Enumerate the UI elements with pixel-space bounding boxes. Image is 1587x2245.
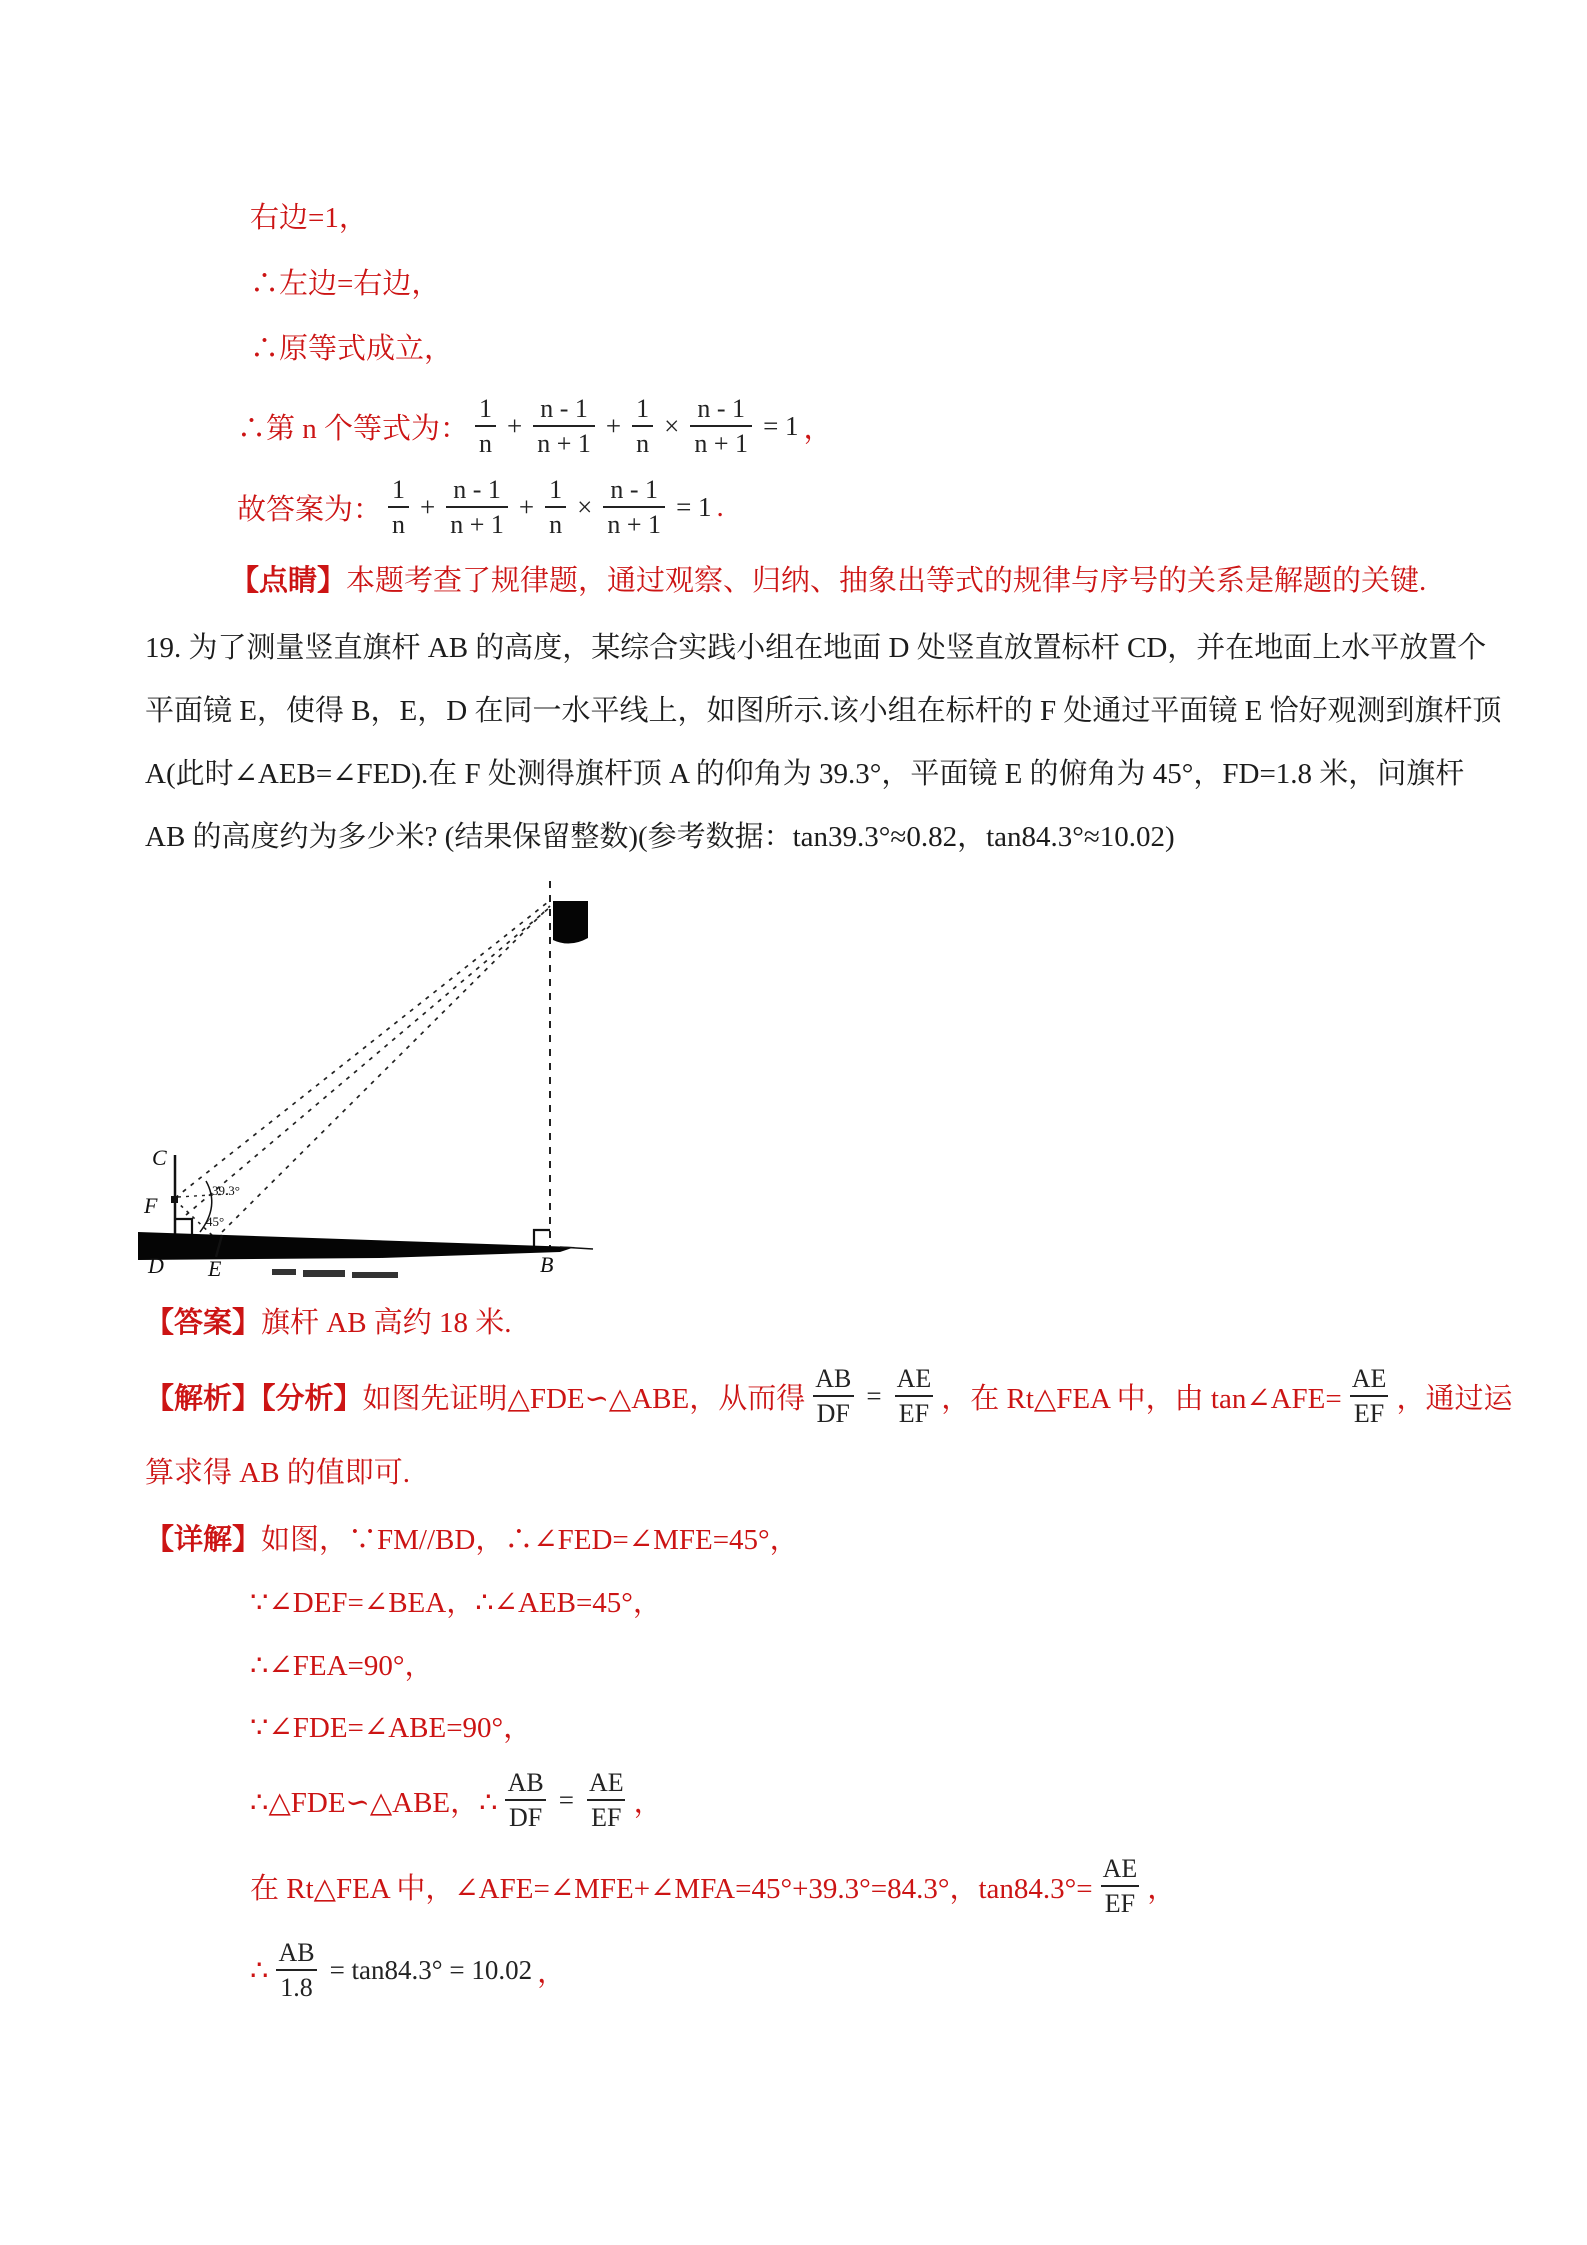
key-point-text: 本题考查了规律题，通过观察、归纳、抽象出等式的规律与序号的关系是解题的关键. — [346, 565, 1427, 597]
fraction-AE-over-EF — [893, 1365, 936, 1428]
proof-line-left-equals-right: ∴左边=右边， — [250, 268, 441, 300]
fraction-AB-over-DF — [504, 1769, 548, 1832]
fraction-denominator: DF — [505, 1799, 546, 1831]
plus-operator: + — [605, 410, 622, 441]
detail-line-6-angle-sum — [250, 1850, 1176, 1922]
fraction-1-over-n — [388, 476, 409, 539]
sightline-F-to-A-second — [186, 908, 549, 1215]
fraction-numerator: n - 1 — [540, 393, 588, 423]
fraction-1-over-n — [475, 395, 496, 458]
fraction-numerator: AE — [1102, 1853, 1138, 1883]
equals-operator: = — [866, 1380, 882, 1411]
fraction-denominator: n + 1 — [533, 425, 595, 457]
detail-line-5-similarity — [250, 1764, 663, 1836]
label-point-B: B — [540, 1252, 554, 1277]
fraction-1-over-n — [545, 476, 566, 539]
fraction-AB-over-1-8 — [274, 1939, 318, 2002]
key-point-label: 【点睛】 — [230, 565, 347, 597]
problem-19-line-2: 平面镜 E，使得 B，E，D 在同一水平线上，如图所示.该小组在标杆的 F 处通过平面镜 E 恰好观测到旗杆顶 — [145, 695, 1502, 727]
label-point-C: C — [152, 1145, 167, 1170]
fraction-n-minus-1-over-n-plus-1 — [690, 395, 752, 458]
answer-equation-label: 故答案为： — [237, 493, 383, 526]
proof-line-right-side: 右边=1， — [250, 202, 368, 234]
proof-line-identity-holds: ∴原等式成立， — [250, 333, 454, 365]
times-operator: × — [577, 491, 593, 522]
label-point-E: E — [208, 1256, 222, 1281]
detail-line-3: ∴∠FEA=90°， — [250, 1650, 434, 1682]
trailing-comma: ， — [537, 1956, 567, 1989]
analysis-mid: ，在 Rt△FEA 中，由 tan∠AFE= — [941, 1382, 1342, 1415]
fraction-numerator: 1 — [636, 393, 650, 423]
problem-19-line-3: A(此时∠AEB=∠FED).在 F 处测得旗杆顶 A 的仰角为 39.3°，平面镜 E 的俯角为 45°，FD=1.8 米，问旗杆 — [145, 758, 1465, 790]
key-point-remark — [230, 563, 1426, 599]
equals-one: = 1 — [763, 410, 799, 441]
fraction-denominator: n + 1 — [603, 506, 665, 538]
answer-label: 【答案】 — [145, 1307, 262, 1339]
fraction-n-minus-1-over-n-plus-1 — [533, 395, 595, 458]
fraction-n-minus-1-over-n-plus-1 — [603, 476, 665, 539]
answer-line — [145, 1305, 512, 1341]
fraction-numerator: 1 — [392, 474, 406, 504]
detail-label: 【详解】 — [145, 1524, 262, 1556]
detail-line-4: ∵∠FDE=∠ABE=90°， — [250, 1712, 533, 1744]
answer-text: 旗杆 AB 高约 18 米. — [261, 1307, 512, 1339]
fraction-numerator: 1 — [479, 393, 493, 423]
fraction-numerator: AB — [278, 1937, 315, 1967]
angle-label-39-3: 39.3° — [212, 1183, 240, 1198]
fraction-numerator: 1 — [549, 474, 563, 504]
fraction-numerator: AB — [815, 1363, 852, 1393]
trailing-comma: ， — [803, 412, 833, 445]
trailing-period: . — [716, 490, 724, 523]
plus-operator: + — [518, 491, 535, 522]
detail-line-1 — [145, 1522, 799, 1558]
analysis-suffix: ，通过运 — [1396, 1382, 1513, 1415]
fraction-denominator: EF — [587, 1799, 625, 1831]
fraction-numerator: n - 1 — [697, 393, 746, 423]
fraction-numerator: AB — [507, 1767, 544, 1797]
fraction-numerator: n - 1 — [453, 474, 501, 504]
angle-sum-statement: 在 Rt△FEA 中，∠AFE=∠MFE+∠MFA=45°+39.3°=84.3°，tan84.3°= — [250, 1872, 1093, 1905]
analysis-label: 【解析】【分析】 — [145, 1382, 363, 1415]
detail-line-1-text: 如图，∵FM//BD，∴∠FED=∠MFE=45°， — [261, 1524, 799, 1556]
analysis-line-2: 算求得 AB 的值即可. — [145, 1457, 411, 1489]
detail-line-7-computation — [250, 1934, 566, 2006]
detail-line-2: ∵∠DEF=∠BEA，∴∠AEB=45°， — [250, 1587, 662, 1619]
fraction-1-over-n — [632, 395, 653, 458]
plus-operator: + — [420, 491, 436, 522]
fraction-denominator: n — [475, 425, 496, 457]
fraction-n-minus-1-over-n-plus-1 — [446, 476, 508, 539]
scan-smudge — [303, 1270, 345, 1277]
fraction-denominator: 1.8 — [276, 1969, 317, 2001]
equals-one: = 1 — [676, 491, 712, 522]
fraction-denominator: EF — [1350, 1395, 1388, 1427]
problem-19-line-4: AB 的高度约为多少米? (结果保留整数)(参考数据：tan39.3°≈0.82，tan84.3°≈10.02) — [145, 821, 1175, 853]
nth-equation-line — [237, 390, 833, 462]
trailing-comma: ， — [1147, 1872, 1177, 1905]
right-angle-mark-at-D — [175, 1219, 192, 1235]
fraction-denominator: EF — [895, 1395, 933, 1427]
fraction-numerator: AE — [896, 1363, 932, 1393]
sightline-F-to-A — [175, 902, 548, 1198]
trailing-comma: ， — [633, 1786, 663, 1819]
right-angle-mark-at-B — [534, 1230, 550, 1246]
fraction-AB-over-DF — [811, 1365, 855, 1428]
tan-result-expression: = tan84.3° = 10.02 — [329, 1954, 533, 1985]
fraction-denominator: n + 1 — [690, 425, 752, 457]
fraction-numerator: AE — [1351, 1363, 1387, 1393]
fraction-numerator: n - 1 — [610, 474, 659, 504]
mirror-flagpole-figure — [130, 875, 600, 1295]
nth-equation-label: ∴第 n 个等式为： — [237, 412, 470, 445]
angle-label-45: 45° — [206, 1214, 225, 1229]
similarity-statement: ∴△FDE∽△ABE，∴ — [250, 1786, 498, 1819]
plus-operator: + — [507, 410, 523, 441]
fraction-AE-over-EF — [585, 1769, 628, 1832]
fraction-numerator: AE — [588, 1767, 624, 1797]
ground-band — [138, 1232, 575, 1260]
fraction-denominator: EF — [1101, 1885, 1139, 1917]
fraction-AE-over-EF — [1348, 1365, 1391, 1428]
point-F-dot — [171, 1196, 178, 1203]
therefore-symbol: ∴ — [250, 1954, 269, 1987]
analysis-line — [145, 1360, 1512, 1432]
fraction-denominator: n — [632, 425, 653, 457]
fraction-AE-over-EF — [1099, 1855, 1142, 1918]
analysis-prefix: 如图先证明△FDE∽△ABE，从而得 — [362, 1382, 806, 1415]
times-operator: × — [664, 410, 680, 441]
fraction-denominator: n + 1 — [446, 506, 508, 538]
scan-smudge — [352, 1272, 398, 1278]
flag-shape — [553, 901, 588, 944]
scan-smudge — [272, 1269, 296, 1275]
final-answer-equation-line — [237, 471, 724, 543]
fraction-denominator: n — [545, 506, 566, 538]
fraction-denominator: n — [388, 506, 409, 538]
problem-19-line-1: 19. 为了测量竖直旗杆 AB 的高度，某综合实践小组在地面 D 处竖直放置标杆 CD，并在地面上水平放置个 — [145, 632, 1487, 664]
label-point-D: D — [148, 1253, 164, 1278]
fraction-denominator: DF — [813, 1395, 854, 1427]
sightline-E-to-A — [215, 906, 550, 1239]
label-point-F: F — [144, 1193, 158, 1218]
equals-operator: = — [558, 1784, 574, 1815]
